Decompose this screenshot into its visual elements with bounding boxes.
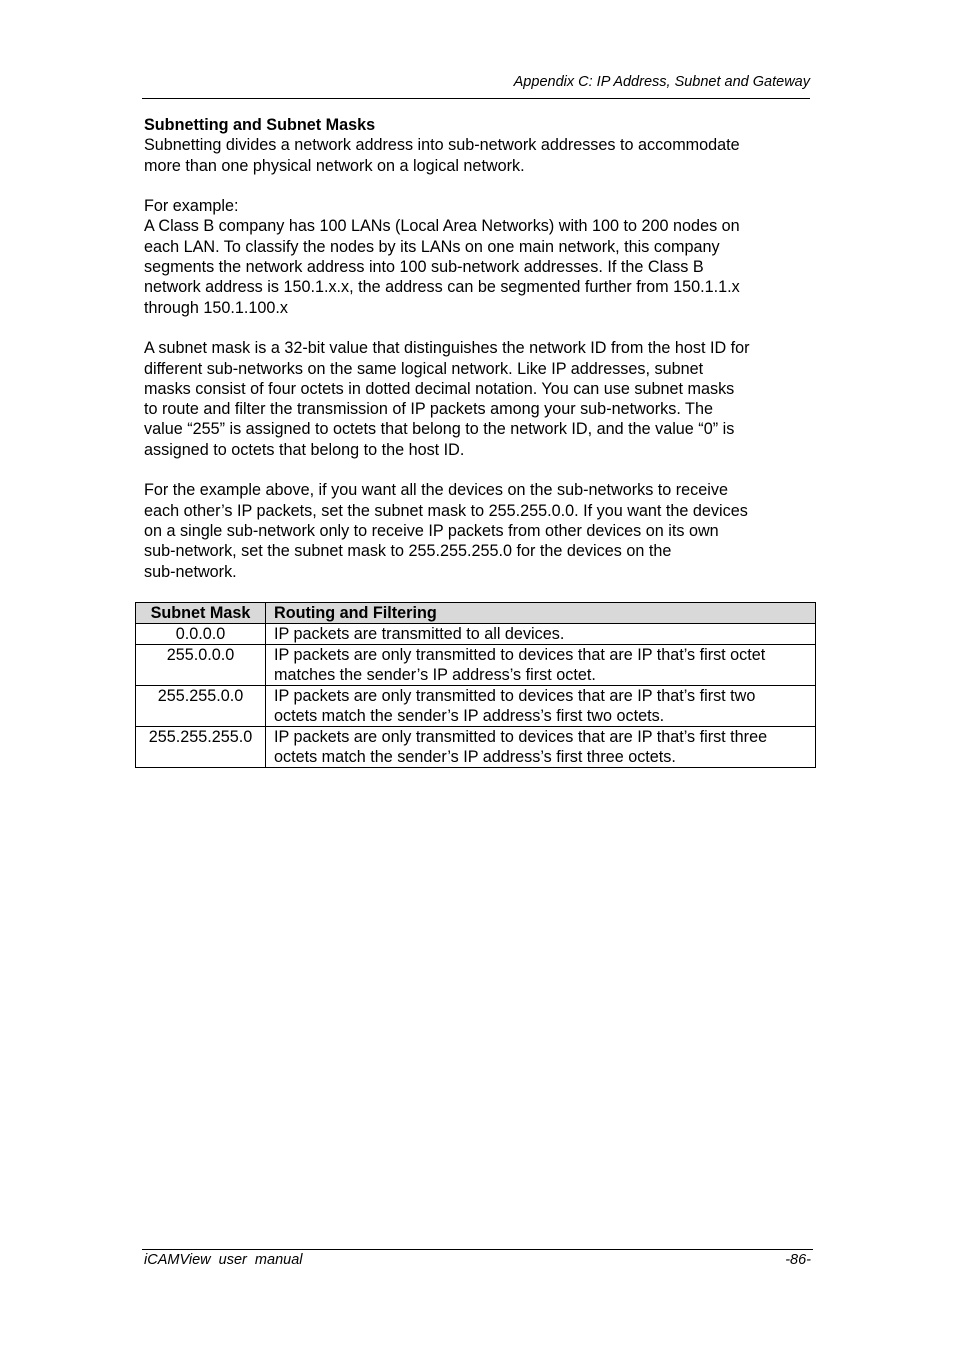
paragraph-example: For example: A Class B company has 100 LANs (Local Area Networks) with 100 to 200 nodes on each LAN. To classify the nodes by its LANs on one main network, this company segments the network address into 100 sub-network addresses. If the Class B network address is 150.1.x.x, the address can be segmented further from 150.1.1.x through 150.1.100.x — [144, 197, 740, 317]
page-footer — [142, 1249, 813, 1272]
header-routing-filtering: Routing and Filtering — [266, 603, 816, 624]
cell-description: IP packets are only transmitted to devices that are IP that’s first two octets match the sender’s IP address’s first two octets. — [266, 686, 816, 727]
header-subnet-mask: Subnet Mask — [136, 603, 266, 624]
page-header — [142, 72, 810, 99]
table-row — [136, 645, 816, 686]
table-row — [136, 727, 816, 768]
cell-mask: 255.255.0.0 — [136, 686, 266, 727]
paragraph-intro: Subnetting divides a network address into sub-network addresses to accommodate more than one physical network on a logical network. — [144, 136, 740, 175]
header-title: Appendix C: IP Address, Subnet and Gateway — [513, 74, 810, 90]
cell-mask: 255.0.0.0 — [136, 645, 266, 686]
main-content — [144, 115, 814, 602]
table-row — [136, 624, 816, 645]
section-title: Subnetting and Subnet Masks — [144, 116, 376, 134]
paragraph-example-above: For the example above, if you want all the devices on the sub-networks to receive each other’s IP packets, set the subnet mask to 255.255.0.0. If you want the devices on a single sub-network only to receive IP packets from other devices on its own sub-network, set the subnet mask to 255.255.255.0 for the devices on the sub-network. — [144, 481, 748, 581]
footer-page-number: -86- — [785, 1252, 811, 1268]
footer-manual-title: iCAMView user manual — [144, 1252, 303, 1268]
subnet-mask-table — [135, 602, 816, 768]
cell-mask: 255.255.255.0 — [136, 727, 266, 768]
cell-description: IP packets are only transmitted to devices that are IP that’s first octet matches the sender’s IP address’s first octet. — [266, 645, 816, 686]
cell-description: IP packets are only transmitted to devices that are IP that’s first three octets match the sender’s IP address’s first three octets. — [266, 727, 816, 768]
paragraph-subnet-mask: A subnet mask is a 32-bit value that distinguishes the network ID from the host ID for different sub-networks on the same logical network. Like IP addresses, subnet masks consist of four octets in dotted decimal notation. You can use subnet masks to route and filter the transmission of IP packets among your sub-networks. The value “255” is assigned to octets that belong to the network ID, and the value “0” is assigned to octets that belong to the host ID. — [144, 339, 750, 459]
table-header-row — [136, 603, 816, 624]
cell-description: IP packets are transmitted to all devices. — [266, 624, 816, 645]
cell-mask: 0.0.0.0 — [136, 624, 266, 645]
table-row — [136, 686, 816, 727]
